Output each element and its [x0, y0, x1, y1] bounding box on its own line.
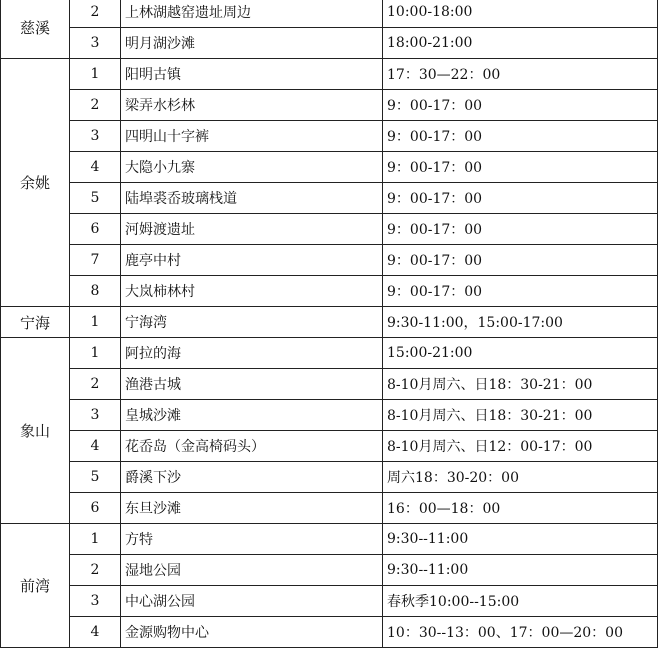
time-cell: 10:00-18:00	[383, 0, 658, 28]
location-cell: 上林湖越窑遗址周边	[121, 0, 383, 28]
region-cell: 慈溪	[1, 0, 70, 59]
location-cell: 梁弄水杉林	[121, 90, 383, 121]
table-row	[1, 617, 658, 648]
region-cell: 前湾	[1, 524, 70, 648]
time-cell: 8-10月周六、日18：30-21：00	[383, 369, 658, 400]
index-cell: 7	[70, 245, 121, 276]
time-cell: 15:00-21:00	[383, 338, 658, 369]
schedule-table-body	[1, 0, 658, 648]
location-cell: 方特	[121, 524, 383, 555]
index-cell: 8	[70, 276, 121, 307]
index-cell: 3	[70, 28, 121, 59]
index-cell: 2	[70, 0, 121, 28]
time-cell: 16：00—18：00	[383, 493, 658, 524]
time-cell: 9:30--11:00	[383, 524, 658, 555]
table-row	[1, 276, 658, 307]
location-cell: 阿拉的海	[121, 338, 383, 369]
time-cell: 8-10月周六、日18：30-21：00	[383, 400, 658, 431]
time-cell: 9：00-17：00	[383, 276, 658, 307]
location-cell: 金源购物中心	[121, 617, 383, 648]
table-row	[1, 214, 658, 245]
region-cell: 余姚	[1, 59, 70, 307]
time-cell: 9：00-17：00	[383, 183, 658, 214]
time-cell: 8-10月周六、日12：00-17：00	[383, 431, 658, 462]
table-row	[1, 462, 658, 493]
region-cell: 象山	[1, 338, 70, 524]
location-cell: 阳明古镇	[121, 59, 383, 90]
table-row	[1, 586, 658, 617]
index-cell: 2	[70, 369, 121, 400]
table-row	[1, 245, 658, 276]
table-row	[1, 431, 658, 462]
location-cell: 皇城沙滩	[121, 400, 383, 431]
location-cell: 爵溪下沙	[121, 462, 383, 493]
index-cell: 3	[70, 586, 121, 617]
table-row	[1, 493, 658, 524]
location-cell: 陆埠裘岙玻璃栈道	[121, 183, 383, 214]
table-row	[1, 307, 658, 338]
location-cell: 渔港古城	[121, 369, 383, 400]
index-cell: 3	[70, 121, 121, 152]
index-cell: 2	[70, 90, 121, 121]
time-cell: 春秋季10:00--15:00	[383, 586, 658, 617]
table-row	[1, 400, 658, 431]
time-cell: 10：30--13：00、17：00—20：00	[383, 617, 658, 648]
time-cell: 9：00-17：00	[383, 121, 658, 152]
location-cell: 四明山十字裤	[121, 121, 383, 152]
table-row	[1, 0, 658, 28]
time-cell: 周六18：30-20：00	[383, 462, 658, 493]
index-cell: 1	[70, 307, 121, 338]
index-cell: 6	[70, 493, 121, 524]
location-cell: 鹿亭中村	[121, 245, 383, 276]
location-cell: 中心湖公园	[121, 586, 383, 617]
location-cell: 湿地公园	[121, 555, 383, 586]
index-cell: 3	[70, 400, 121, 431]
location-cell: 大岚柿林村	[121, 276, 383, 307]
time-cell: 9:30--11:00	[383, 555, 658, 586]
time-cell: 17：30—22：00	[383, 59, 658, 90]
index-cell: 5	[70, 183, 121, 214]
table-row	[1, 338, 658, 369]
index-cell: 1	[70, 524, 121, 555]
time-cell: 9:30-11:00，15:00-17:00	[383, 307, 658, 338]
index-cell: 2	[70, 555, 121, 586]
table-row	[1, 152, 658, 183]
index-cell: 6	[70, 214, 121, 245]
location-cell: 东旦沙滩	[121, 493, 383, 524]
table-row	[1, 28, 658, 59]
index-cell: 5	[70, 462, 121, 493]
time-cell: 9：00-17：00	[383, 90, 658, 121]
table-row	[1, 121, 658, 152]
region-cell: 宁海	[1, 307, 70, 338]
location-cell: 宁海湾	[121, 307, 383, 338]
index-cell: 4	[70, 617, 121, 648]
index-cell: 1	[70, 59, 121, 90]
index-cell: 4	[70, 431, 121, 462]
table-row	[1, 524, 658, 555]
index-cell: 1	[70, 338, 121, 369]
table-row	[1, 369, 658, 400]
time-cell: 18:00-21:00	[383, 28, 658, 59]
location-cell: 大隐小九寨	[121, 152, 383, 183]
index-cell: 4	[70, 152, 121, 183]
time-cell: 9：00-17：00	[383, 245, 658, 276]
location-cell: 河姆渡遗址	[121, 214, 383, 245]
location-cell: 明月湖沙滩	[121, 28, 383, 59]
time-cell: 9：00-17：00	[383, 152, 658, 183]
table-row	[1, 183, 658, 214]
table-row	[1, 59, 658, 90]
location-cell: 花岙岛（金高椅码头）	[121, 431, 383, 462]
table-row	[1, 555, 658, 586]
time-cell: 9：00-17：00	[383, 214, 658, 245]
table-row	[1, 90, 658, 121]
